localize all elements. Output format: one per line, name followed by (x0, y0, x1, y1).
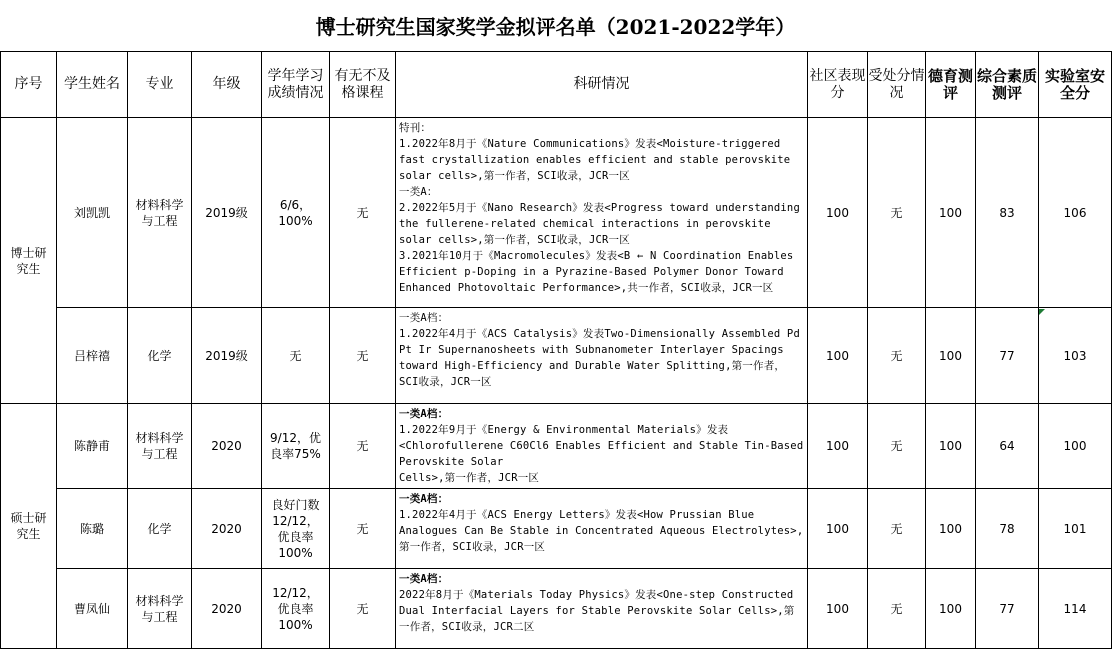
header-community: 社区表现分 (808, 52, 868, 118)
cell-grade: 2020 (192, 569, 262, 649)
cell-score: 9/12，优良率75% (262, 404, 330, 489)
header-discipline: 受处分情况 (868, 52, 926, 118)
group-label: 博士研究生 (1, 118, 57, 404)
cell-community: 100 (808, 569, 868, 649)
cell-quality: 83 (976, 118, 1039, 308)
cell-grade: 2020 (192, 404, 262, 489)
cell-moral: 100 (926, 308, 976, 404)
table-row (1, 489, 1112, 569)
cell-moral: 100 (926, 404, 976, 489)
cell-community: 100 (808, 404, 868, 489)
cell-major: 材料科学与工程 (128, 118, 192, 308)
header-name: 学生姓名 (57, 52, 128, 118)
header-quality: 综合素质测评 (976, 52, 1039, 118)
page-title: 博士研究生国家奖学金拟评名单（2021-2022学年） (0, 0, 1111, 52)
research-category: 一类A档： (399, 493, 449, 505)
cell-discipline: 无 (868, 569, 926, 649)
cell-community: 100 (808, 118, 868, 308)
cell-fail: 无 (330, 308, 396, 404)
research-entry: 1.2022年4月于《ACS Catalysis》发表Two-Dimensionally Assembled Pd Pt Ir Supernanosheets with Subnanometer Interlayer Spacings toward High-Efficiency and Durable Water Splitting,第一作者，SCI收录，JCR一区 (399, 328, 807, 388)
research-category: 一类A档： (399, 408, 449, 420)
cell-major: 化学 (128, 489, 192, 569)
table-row (1, 118, 1112, 308)
header-safety: 实验室安全分 (1039, 52, 1112, 118)
cell-safety: 100 (1039, 404, 1112, 489)
cell-fail: 无 (330, 489, 396, 569)
cell-research (396, 118, 808, 308)
cell-name: 吕梓禧 (57, 308, 128, 404)
header-major: 专业 (128, 52, 192, 118)
cell-major: 化学 (128, 308, 192, 404)
research-entry: 1.2022年8月于《Nature Communications》发表<Moisture-triggered fast crystallization enables efficient and stable perovskite solar cells>,第一作者，SCI收录，JCR一区 (399, 138, 797, 182)
cell-moral: 100 (926, 489, 976, 569)
header-fail: 有无不及格课程 (330, 52, 396, 118)
cell-major: 材料科学与工程 (128, 569, 192, 649)
cell-research (396, 404, 808, 489)
cell-moral: 100 (926, 118, 976, 308)
cell-fail: 无 (330, 118, 396, 308)
research-entry: 1.2022年9月于《Energy & Environmental Materials》发表<Chlorofullerene C60Cl6 Enables Efficient and Stable Tin-Based Perovskite Solar Cells>,第一作者，JCR一区 (399, 424, 804, 484)
cell-quality: 77 (976, 308, 1039, 404)
cell-quality: 64 (976, 404, 1039, 489)
cell-research (396, 308, 808, 404)
cell-name: 曹凤仙 (57, 569, 128, 649)
research-category: 特刊： (399, 122, 432, 134)
table-row (1, 569, 1112, 649)
cell-fail: 无 (330, 569, 396, 649)
cell-name: 刘凯凯 (57, 118, 128, 308)
table-row (1, 308, 1112, 404)
cell-safety: 103 (1039, 308, 1112, 404)
cell-community: 100 (808, 308, 868, 404)
header-index: 序号 (1, 52, 57, 118)
cell-discipline: 无 (868, 308, 926, 404)
cell-fail: 无 (330, 404, 396, 489)
header-score: 学年学习成绩情况 (262, 52, 330, 118)
header-row (1, 52, 1112, 118)
cell-score: 12/12，优良率100% (262, 569, 330, 649)
cell-quality: 77 (976, 569, 1039, 649)
cell-grade: 2020 (192, 489, 262, 569)
cell-research (396, 569, 808, 649)
cell-discipline: 无 (868, 489, 926, 569)
cell-name: 陈静甫 (57, 404, 128, 489)
group-label: 硕士研究生 (1, 404, 57, 649)
research-entry: 1.2022年4月于《ACS Energy Letters》发表<How Prussian Blue Analogues Can Be Stable in Concentrated Aqueous Electrolytes>,第一作者，SCI收录，JCR一区 (399, 509, 804, 553)
cell-grade: 2019级 (192, 308, 262, 404)
research-category: 一类A： (399, 186, 438, 198)
cell-moral: 100 (926, 569, 976, 649)
cell-research (396, 489, 808, 569)
cell-major: 材料科学与工程 (128, 404, 192, 489)
cell-quality: 78 (976, 489, 1039, 569)
research-entry: 2022年8月于《Materials Today Physics》发表<One-step Constructed Dual Interfacial Layers for Stable Perovskite Solar Cells>,第一作者，SCI收录，JCR二区 (399, 589, 800, 633)
table-row (1, 404, 1112, 489)
cell-comment-marker (1039, 309, 1045, 315)
research-category: 一类A档： (399, 312, 449, 324)
header-moral: 德育测评 (926, 52, 976, 118)
scholarship-table (0, 51, 1112, 649)
cell-discipline: 无 (868, 404, 926, 489)
cell-score: 无 (262, 308, 330, 404)
cell-safety: 106 (1039, 118, 1112, 308)
cell-score: 6/6，100% (262, 118, 330, 308)
cell-safety: 101 (1039, 489, 1112, 569)
cell-score: 良好门数12/12，优良率100% (262, 489, 330, 569)
research-category: 一类A档： (399, 573, 449, 585)
header-grade: 年级 (192, 52, 262, 118)
cell-community: 100 (808, 489, 868, 569)
cell-name: 陈璐 (57, 489, 128, 569)
cell-discipline: 无 (868, 118, 926, 308)
header-research: 科研情况 (396, 52, 808, 118)
research-entry: 2.2022年5月于《Nano Research》发表<Progress toward understanding the fullerene-related chemical interactions in perovskite solar cells>,第一作者，SCI收录，JCR一区 3.2021年10月于《Macromolecules》发表<B ← N Coordination Enables Efficient p-Doping in a Pyrazine-Based Polymer Donor Toward Enhanced Photovoltaic Performance>,共一作者，SCI收录，JCR一区 (399, 202, 800, 294)
cell-grade: 2019级 (192, 118, 262, 308)
cell-safety: 114 (1039, 569, 1112, 649)
